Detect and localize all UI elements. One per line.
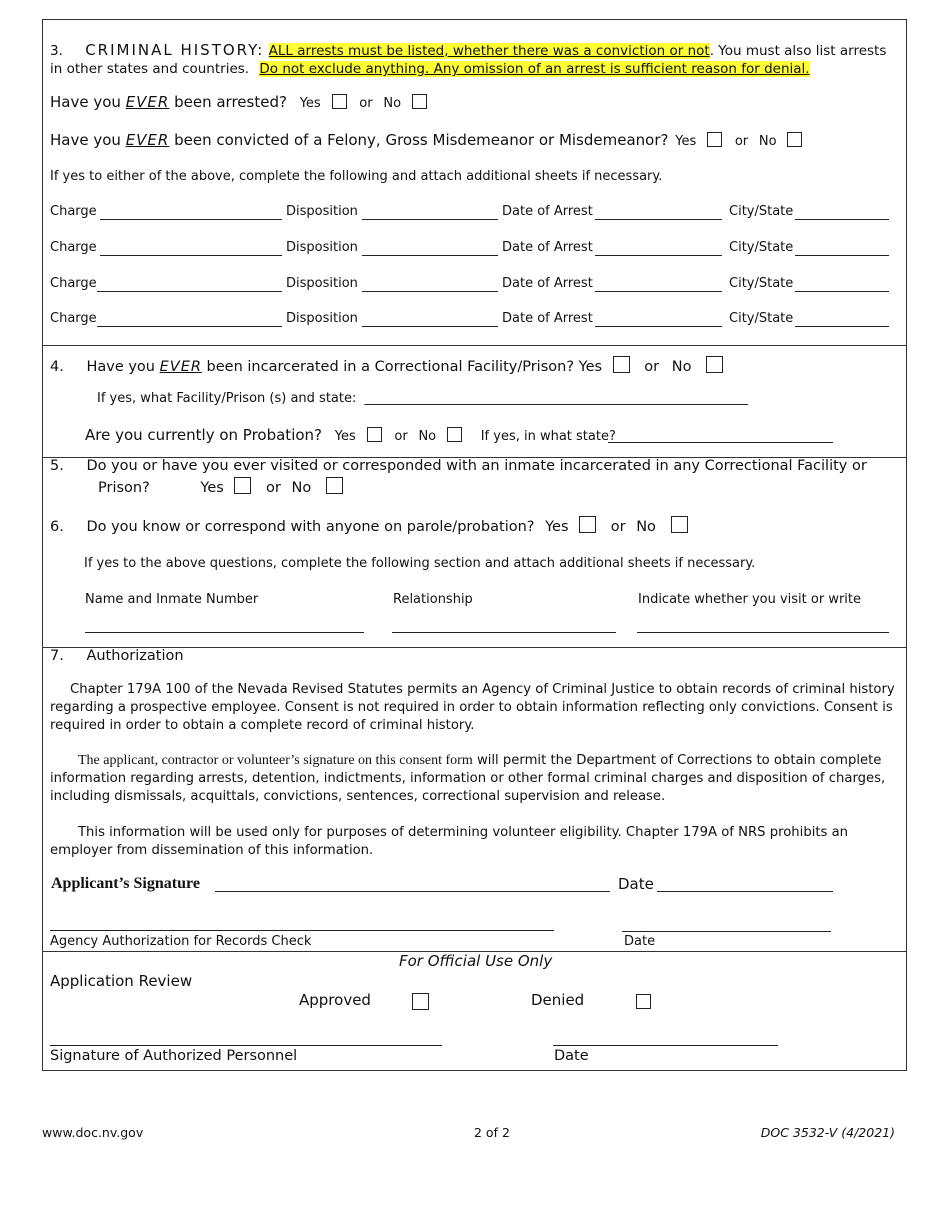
authorization-para-2 (50, 752, 898, 806)
disposition-label: Disposition (286, 240, 358, 255)
probation-no-checkbox[interactable] (447, 427, 462, 442)
facility-row (97, 391, 748, 406)
disposition-field[interactable] (362, 326, 498, 327)
authorization-para-3 (50, 824, 898, 860)
q1-yes-checkbox[interactable] (332, 94, 347, 109)
s4-yes-label: Yes (578, 359, 603, 375)
date-of-arrest-field[interactable] (595, 219, 722, 220)
relationship-field[interactable] (392, 632, 616, 633)
s5-no-label: No (291, 480, 312, 496)
s6-yes-checkbox[interactable] (579, 516, 596, 533)
section3-highlight2: Do not exclude anything. Any omission of an arrest is sufficient reason for denial. (259, 61, 810, 77)
section4-number: 4. (50, 359, 64, 375)
footer-website: www.doc.nv.gov (42, 1125, 144, 1140)
q2-pre: Have you (50, 131, 121, 149)
charge-label: Charge (50, 276, 97, 291)
denied-checkbox[interactable] (636, 994, 651, 1009)
disposition-label: Disposition (286, 276, 358, 291)
section7-title: Authorization (86, 648, 184, 664)
s4-no-checkbox[interactable] (706, 356, 723, 373)
date-of-arrest-field[interactable] (595, 255, 722, 256)
probation-row (85, 426, 616, 444)
city-state-label: City/State (729, 240, 794, 255)
personnel-date-field[interactable] (553, 1045, 778, 1046)
section6-instruction: If yes to the above questions, complete the following section and attach additional sheets if necessary. (84, 556, 756, 571)
q1-post: been arrested? (174, 93, 287, 111)
q2-yes-checkbox[interactable] (707, 132, 722, 147)
agency-authorization-label: Agency Authorization for Records Check (50, 934, 312, 949)
s6-question: Do you know or correspond with anyone on parole/probation? (86, 519, 535, 535)
disposition-label: Disposition (286, 204, 358, 219)
q2-ever: EVER (125, 131, 170, 149)
probation-yes-label: Yes (334, 429, 356, 444)
col-name-inmate-number: Name and Inmate Number (85, 592, 259, 607)
date-of-arrest-label: Date of Arrest (502, 276, 593, 291)
s4-yes-checkbox[interactable] (613, 356, 630, 373)
s6-yes-label: Yes (545, 519, 569, 535)
s4-q-pre: Have you (86, 359, 155, 375)
q2-yes-label: Yes (675, 134, 697, 149)
q2-post: been convicted of a Felony, Gross Misdemeanor or Misdemeanor? (174, 131, 669, 149)
date-of-arrest-field[interactable] (595, 291, 722, 292)
q1-no-checkbox[interactable] (412, 94, 427, 109)
city-state-field[interactable] (795, 255, 889, 256)
col-relationship: Relationship (393, 592, 473, 607)
q2-or: or (734, 134, 749, 149)
question-arrested (50, 93, 427, 111)
section3-title: CRIMINAL HISTORY: (85, 41, 265, 59)
question-incarcerated (50, 356, 723, 375)
s4-q-post: been incarcerated in a Correctional Facility/Prison? (206, 359, 575, 375)
section5-number: 5. (50, 458, 64, 474)
approved-checkbox[interactable] (412, 993, 429, 1010)
s6-no-checkbox[interactable] (671, 516, 688, 533)
question-parole-contact (50, 516, 688, 535)
section6-number: 6. (50, 519, 64, 535)
probation-no-label: No (418, 429, 437, 444)
personnel-signature-field[interactable] (50, 1045, 442, 1046)
city-state-field[interactable] (795, 219, 889, 220)
personnel-signature-label: Signature of Authorized Personnel (50, 1048, 298, 1064)
para2-serif-text: The applicant, contractor or volunteer’s signature on this consent form (78, 753, 473, 768)
facility-label: If yes, what Facility/Prison (s) and state: (97, 391, 357, 406)
footer-page-number: 2 of 2 (474, 1125, 510, 1140)
applicant-date-field[interactable] (657, 891, 833, 892)
date-of-arrest-label: Date of Arrest (502, 311, 593, 326)
approved-label: Approved (299, 991, 371, 1009)
applicant-signature-field[interactable] (215, 891, 610, 892)
q2-no-label: No (758, 134, 777, 149)
footer-form-id: DOC 3532-V (4/2021) (760, 1125, 895, 1140)
application-review-label: Application Review (50, 972, 193, 990)
date-of-arrest-label: Date of Arrest (502, 204, 593, 219)
question-convicted (50, 131, 802, 149)
section3-text2: in other states and countries. (50, 61, 250, 77)
applicant-date-label: Date (618, 875, 654, 893)
para2-rest-text: will permit the Department of Corrections to obtain complete information regarding arrests, detention, indictments, information or other formal criminal charges and disposition of charges, including dismissals, acquittals, convictions, sentences, correctional supervision and release. (50, 753, 886, 804)
authorization-para-1 (50, 681, 898, 735)
section7-header (50, 648, 184, 664)
para1-text: Chapter 179A 100 of the Nevada Revised Statutes permits an Agency of Criminal Justice to obtain records of criminal history regarding a prospective employee. Consent is not required in order to obtain information reflecting only convictions. Consent is required in order to obtain a complete record of criminal history. (50, 682, 895, 733)
disposition-field[interactable] (362, 291, 498, 292)
city-state-field[interactable] (795, 326, 889, 327)
facility-field[interactable]: ___________________________________________________________ (364, 391, 748, 406)
para3-text: This information will be used only for purposes of determining volunteer eligibility. Chapter 179A of NRS prohibits an employer from dissemination of this information. (50, 825, 849, 858)
s6-or: or (610, 519, 626, 535)
s5-question-line1: Do you or have you ever visited or corresponded with an inmate incarcerated in any Correctional Facility or (86, 458, 867, 474)
section3-highlight1: ALL arrests must be listed, whether there was a conviction or not (268, 43, 710, 59)
probation-state-label: If yes, in what state? (480, 429, 616, 444)
date-of-arrest-label: Date of Arrest (502, 240, 593, 255)
agency-date-field[interactable] (622, 931, 831, 932)
official-use-title: For Official Use Only (399, 952, 553, 970)
city-state-field[interactable] (795, 291, 889, 292)
agency-date-label: Date (624, 934, 656, 949)
q1-yes-label: Yes (299, 96, 321, 111)
col-visit-or-write: Indicate whether you visit or write (638, 592, 862, 607)
city-state-label: City/State (729, 311, 794, 326)
s5-yes-label: Yes (200, 480, 224, 496)
probation-yes-checkbox[interactable] (367, 427, 382, 442)
s5-or: or (266, 480, 281, 496)
q1-ever: EVER (125, 93, 170, 111)
s4-no-label: No (671, 359, 692, 375)
inmate-name-field[interactable] (85, 632, 364, 633)
s5-question-line2: Prison? (98, 480, 150, 496)
section3-text1: . You must also list arrests (709, 43, 887, 59)
charge-field[interactable] (100, 255, 282, 256)
charge-field[interactable] (97, 326, 282, 327)
probation-question: Are you currently on Probation? (85, 426, 323, 444)
section3-instruction: If yes to either of the above, complete the following and attach additional sheets if necessary. (50, 169, 663, 184)
charge-field[interactable] (100, 219, 282, 220)
charge-label: Charge (50, 311, 97, 326)
question-visited-inmate (50, 458, 867, 474)
charge-label: Charge (50, 240, 97, 255)
city-state-label: City/State (729, 276, 794, 291)
s4-ever: EVER (159, 359, 202, 375)
charge-label: Charge (50, 204, 97, 219)
personnel-date-label: Date (554, 1048, 589, 1064)
s5-answer-row (98, 477, 343, 496)
section7-number: 7. (50, 648, 64, 664)
q1-no-label: No (383, 96, 402, 111)
probation-state-field[interactable] (608, 442, 833, 443)
visit-or-write-field[interactable] (637, 632, 889, 633)
q2-no-checkbox[interactable] (787, 132, 802, 147)
agency-authorization-field[interactable] (50, 930, 554, 931)
section3-header-line1 (50, 41, 886, 59)
s5-no-checkbox[interactable] (326, 477, 343, 494)
disposition-label: Disposition (286, 311, 358, 326)
probation-or: or (394, 429, 408, 444)
denied-label: Denied (531, 991, 585, 1009)
applicant-signature-label: Applicant’s Signature (51, 875, 200, 892)
charge-field[interactable] (97, 291, 282, 292)
q1-pre: Have you (50, 93, 121, 111)
section3-header-line2 (50, 61, 810, 77)
disposition-field[interactable] (362, 255, 498, 256)
date-of-arrest-field[interactable] (595, 326, 722, 327)
s5-yes-checkbox[interactable] (234, 477, 251, 494)
section3-number: 3. (50, 43, 63, 59)
s6-no-label: No (636, 519, 656, 535)
s4-or: or (644, 359, 660, 375)
disposition-field[interactable] (362, 219, 498, 220)
q1-or: or (359, 96, 373, 111)
city-state-label: City/State (729, 204, 794, 219)
